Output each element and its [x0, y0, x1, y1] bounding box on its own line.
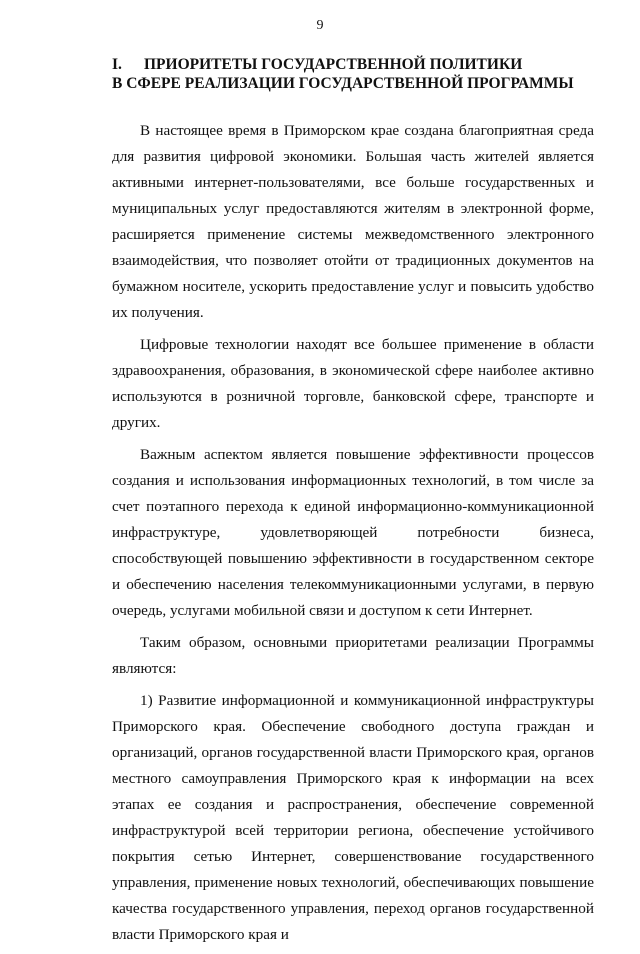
section-title-line-1: ПРИОРИТЕТЫ ГОСУДАРСТВЕННОЙ ПОЛИТИКИ: [144, 56, 523, 73]
section-title-line-2: В СФЕРЕ РЕАЛИЗАЦИИ ГОСУДАРСТВЕННОЙ ПРОГРАММЫ: [112, 75, 574, 92]
paragraph-priorities-intro: Таким образом, основными приоритетами реализации Программы являются:: [112, 634, 594, 677]
section-heading: [112, 55, 592, 93]
section-heading-line-1: [112, 55, 592, 74]
paragraph-efficiency: Важным аспектом является повышение эффективности процессов создания и использования информационных технологий, в том числе за счет поэтапного перехода к единой информационно-коммуникационной инфраструктуре, удовлетворяющей потребности бизнеса, способствующей повышению эффективности в государственном секторе и обеспечению населения телекоммуникационными услугами, в первую очередь, услугами мобильной связи и доступом к сети Интернет.: [112, 446, 594, 619]
paragraph-digital-technologies: Цифровые технологии находят все большее применение в области здравоохранения, образования, в экономической сфере наиболее активно используются в розничной торговле, банковской сфере, транспорте и других.: [112, 336, 594, 431]
document-body: [112, 118, 594, 954]
section-heading-line-2: [112, 74, 592, 93]
page-number: 9: [316, 18, 324, 33]
paragraph-digital-environment: В настоящее время в Приморском крае создана благоприятная среда для развития цифровой экономики. Большая часть жителей является активными интернет-пользователями, все больше государственных и муниципальных услуг предоставляются жителям в электронной форме, расширяется применение системы межведомственного электронного взаимодействия, что позволяет отойти от традиционных документов на бумажном носителе, ускорить предоставление услуг и повысить удобство их получения.: [112, 122, 594, 321]
section-number: I.: [112, 56, 122, 73]
paragraph-priority-1: 1) Развитие информационной и коммуникационной инфраструктуры Приморского края. Обеспечение свободного доступа граждан и организаций, органов государственной власти Приморского края, органов местного самоуправления Приморского края к информации на всех этапах ее создания и распространения, обеспечение современной инфраструктурой всей территории региона, обеспечение устойчивого покрытия сетью Интернет, совершенствование государственного управления, применение новых технологий, обеспечивающих повышение качества государственного управления, переход органов государственной власти Приморского края и: [112, 692, 594, 943]
